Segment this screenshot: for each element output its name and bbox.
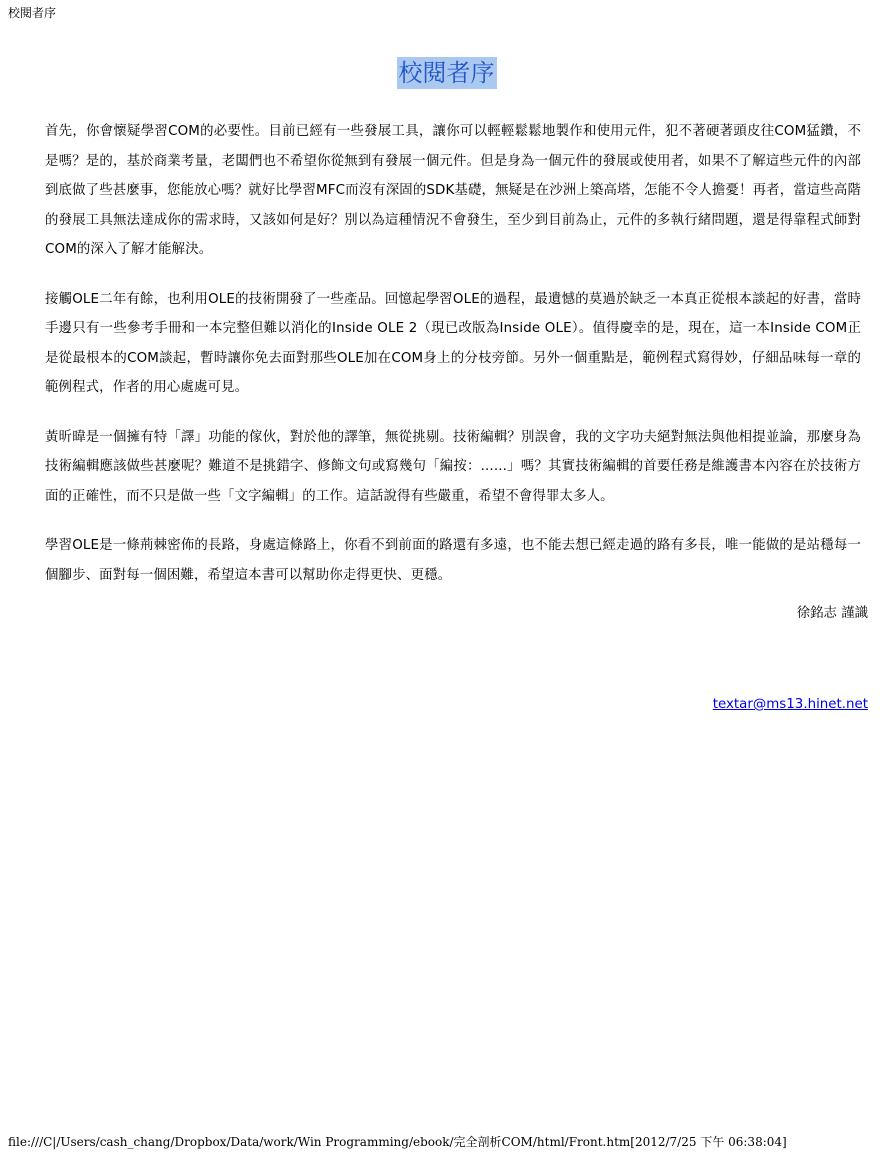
print-header-title: 校閱者序 bbox=[8, 6, 57, 20]
paragraph-3: 黃昕暐是一個擁有特「譯」功能的傢伙，對於他的譯筆，無從挑剔。技術編輯？別誤會，我的文字功夫絕對無法與他相提並論，那麼身為技術編輯應該做些甚麼呢？難道不是挑錯字、修飾文句或寫幾句「編按：......」嗎？其實技術編輯的首要任務是維護書本內容在於技術方面的正確性，而不只是做一些「文字編輯」的工作。這話說得有些嚴重，希望不會得罪太多人。 bbox=[45, 429, 861, 504]
paragraph-4: 學習OLE是一條荊棘密佈的長路，身處這條路上，你看不到前面的路還有多遠，也不能去想已經走過的路有多長，唯一能做的是站穩每一個腳步、面對每一個困難，希望這本書可以幫助你走得更快、更穩。 bbox=[45, 538, 861, 583]
print-footer-path: file:///C|/Users/cash_chang/Dropbox/Data/work/Win Programming/ebook/完全剖析COM/html/Front.htm[2012/7/25 下午 06:38:04] bbox=[8, 1135, 787, 1149]
page-title-text: 校閱者序 bbox=[398, 59, 495, 87]
email-link[interactable]: textar@ms13.hinet.net bbox=[712, 697, 868, 712]
page-title bbox=[0, 57, 893, 89]
signature: 徐銘志 謹識 bbox=[796, 606, 868, 621]
paragraph-1: 首先，你會懷疑學習COM的必要性。目前已經有一些發展工具，讓你可以輕輕鬆鬆地製作和使用元件，犯不著硬著頭皮往COM猛鑽，不是嗎？是的，基於商業考量，老闆們也不希望你從無到有發展一個元件。但是身為一個元件的發展或使用者，如果不了解這些元件的內部到底做了些甚麼事，您能放心嗎？就好比學習MFC而沒有深固的SDK基礎，無疑是在沙洲上築高塔，怎能不令人擔憂！再者，當這些高階的發展工具無法達成你的需求時，又該如何是好？別以為這種情況不會發生，至少到目前為止，元件的多執行緒問題，還是得靠程式師對COM的深入了解才能解決。 bbox=[45, 124, 861, 257]
paragraph-2: 接觸OLE二年有餘，也利用OLE的技術開發了一些產品。回憶起學習OLE的過程，最遺憾的莫過於缺乏一本真正從根本談起的好書，當時手邊只有一些參考手冊和一本完整但難以消化的Inside OLE 2（現已改版為Inside OLE）。值得慶幸的是，現在，這一本Inside COM正是從最根本的COM談起，暫時讓你免去面對那些OLE加在COM身上的分枝旁節。另外一個重點是，範例程式寫得妙，仔細品味每一章的範例程式，作者的用心處處可見。 bbox=[45, 291, 861, 395]
preface-body bbox=[45, 117, 861, 610]
